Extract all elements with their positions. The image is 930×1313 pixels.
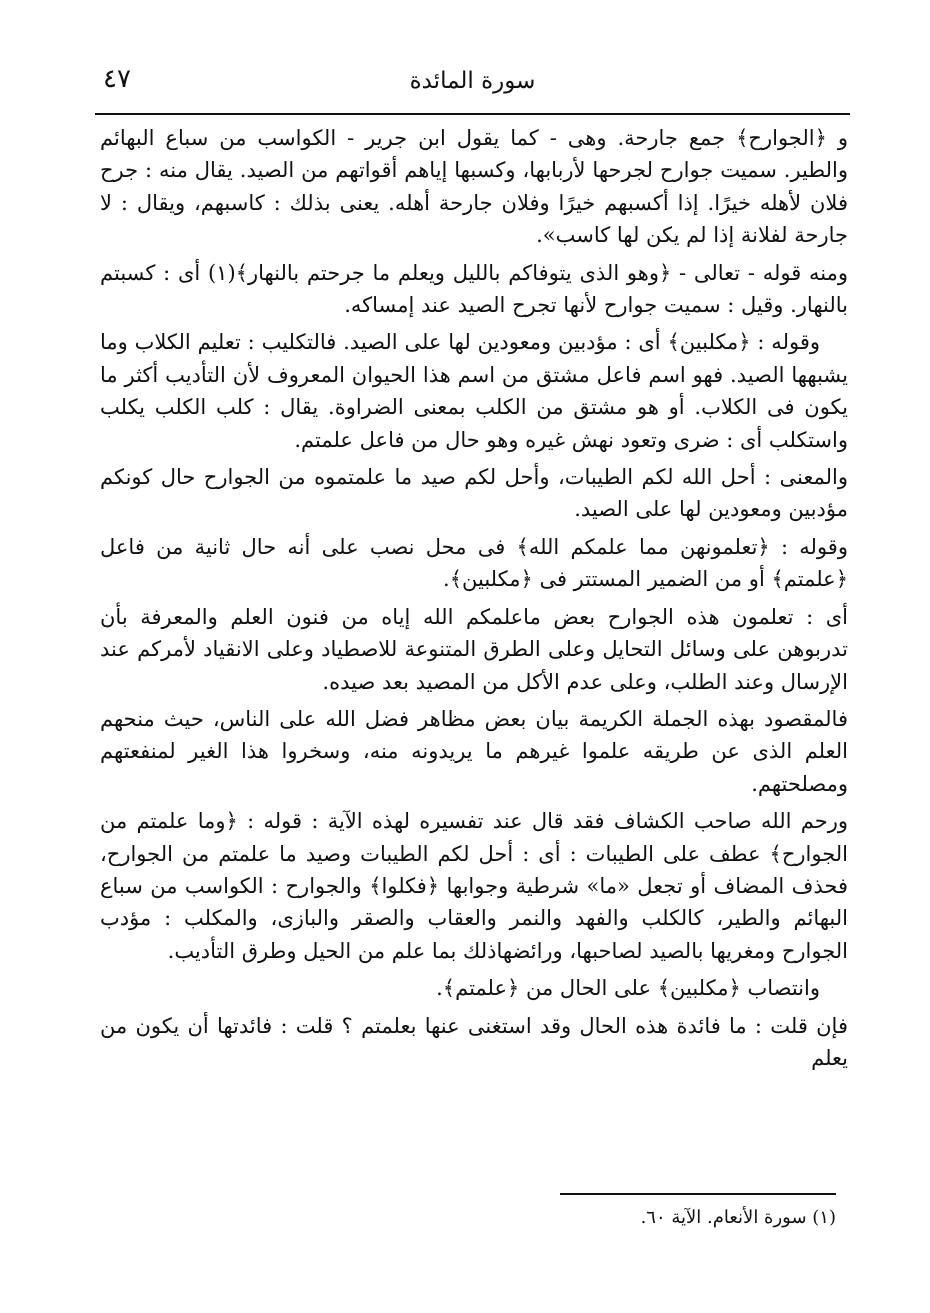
paragraph: أى : تعلمون هذه الجوارح بعض ماعلمكم الله إياه من فنون العلم والمعرفة بأن تدربوهن على وسائل التحايل وعلى الطرق المتنوعة للاصطياد وعلى الانقياد لأمركم عند الإرسال وعند الطلب، وعلى عدم الأكل من المصيد بعد صيده.: [100, 604, 848, 694]
header-divider: [95, 113, 850, 115]
paragraph: فإن قلت : ما فائدة هذه الحال وقد استغنى عنها بعلمتم ؟ قلت : فائدتها أن يكون من يعلم: [100, 1013, 848, 1070]
footnote: (١) سورة الأنعام. الآية ٦٠.: [640, 1207, 836, 1228]
paragraph: والمعنى : أحل الله لكم الطيبات، وأحل لكم صيد ما علمتموه من الجوارح حال كونكم مؤدبين ومعودين لها على الصيد.: [100, 465, 848, 522]
paragraph: و ﴿الجوارح﴾ جمع جارحة. وهى - كما يقول ابن جرير - الكواسب من سباع البهائم والطير. سميت جوارح لجرحها لأربابها، وكسبها إياهم أقواتهم من الصيد. يقال منه : جرح فلان لأهله خيرًا. إذا أكسبهم خيرًا وفلان جارحة أهله. يعنى بذلك : كاسبهم، ويقال : لا جارحة لفلانة إذا لم يكن لها كاسب».: [100, 126, 848, 248]
surah-title: سورة المائدة: [409, 68, 536, 94]
paragraph: وقوله : ﴿مكلبين﴾ أى : مؤدبين ومعودين لها على الصيد. فالتكليب : تعليم الكلاب وما يشبهها الصيد. فهو اسم فاعل مشتق من اسم هذا الحيوان المعروف لأن التأديب أكثر ما يكون فى الكلاب. أو هو مشتق من الكلب بمعنى الضراوة. يقال : كلب الكلب يكلب واستكلب أى : ضرى وتعود نهش غيره وهو حال من فاعل علمتم.: [100, 330, 848, 452]
main-text: [100, 122, 848, 1074]
paragraph: وانتصاب ﴿مكلبين﴾ على الحال من ﴿علمتم﴾.: [436, 976, 820, 1001]
page-number: ٤٧: [103, 64, 131, 94]
paragraph: وقوله : ﴿تعلمونهن مما علمكم الله﴾ فى محل نصب على أنه حال ثانية من فاعل ﴿علمتم﴾ أو من الضمير المستتر فى ﴿مكلبين﴾.: [100, 534, 848, 592]
page-header: [95, 58, 850, 110]
paragraph: ورحم الله صاحب الكشاف فقد قال عند تفسيره لهذه الآية : قوله : ﴿وما علمتم من الجوارح﴾ عطف على الطيبات : أى : أحل لكم الطيبات وصيد ما علمتم من الجوارح، فحذف المضاف أو تجعل «ما» شرطية وجوابها ﴿فكلوا﴾ والجوارح : الكواسب من سباع البهائم والطير، كالكلب والفهد والنمر والعقاب والصقر والبازى، والمكلب : مؤدب الجوارح ومغريها بالصيد لصاحبها، ورائضهاذلك بما علم من الحيل وطرق التأديب.: [100, 809, 848, 963]
footnote-divider: [560, 1193, 836, 1195]
paragraph: ومنه قوله - تعالى - ﴿وهو الذى يتوفاكم بالليل ويعلم ما جرحتم بالنهار﴾(١) أى : كسبتم بالنهار. وقيل : سميت جوارح لأنها تجرح الصيد عند إمساكه.: [100, 260, 849, 318]
paragraph: فالمقصود بهذه الجملة الكريمة بيان بعض مظاهر فضل الله على الناس، حيث منحهم العلم الذى عن طريقه علموا غيرهم ما يريدونه منه، وسخروا هذا الغير لمنفعتهم ومصلحتهم.: [100, 706, 848, 796]
